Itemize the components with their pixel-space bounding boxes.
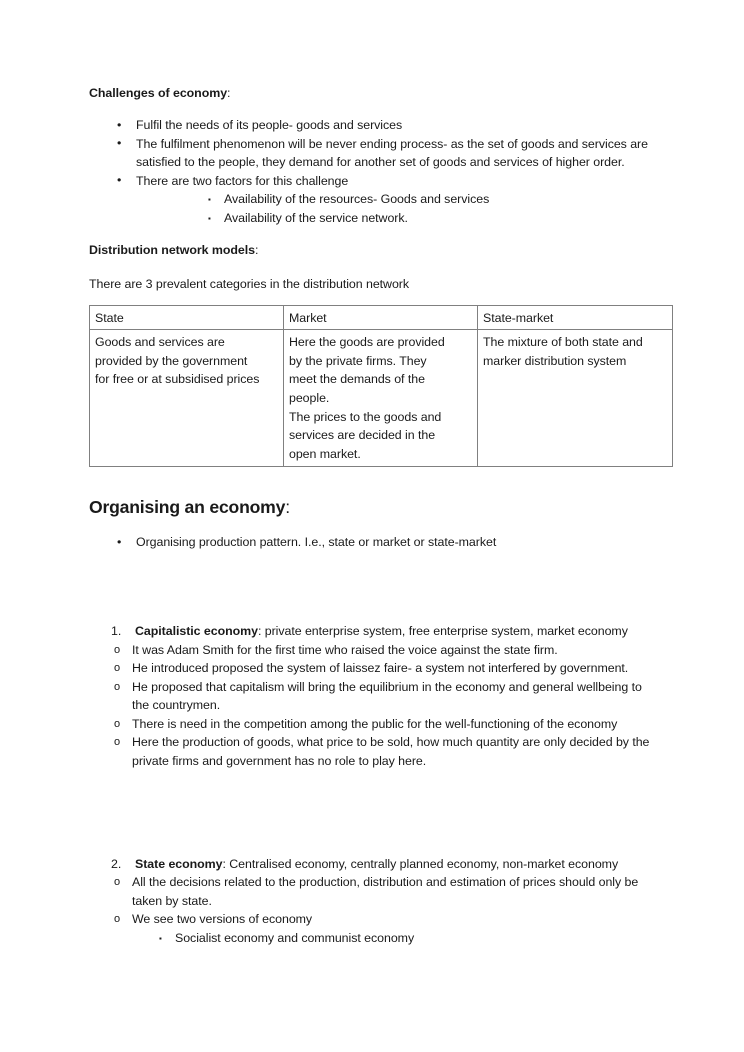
- state-economy-sub-points: [89, 929, 655, 948]
- cell-line: services are decided in the: [289, 428, 436, 443]
- bullet-circle-icon: o: [114, 717, 121, 730]
- list-item-text: There is need in the competition among the public for the well-functioning of the economy: [132, 716, 618, 731]
- cell-line: people.: [289, 390, 330, 405]
- list-item: [89, 659, 655, 678]
- bullet-disc-icon: •: [117, 534, 122, 549]
- bullet-square-icon: ▪: [208, 213, 211, 223]
- cell-line: Goods and services are: [95, 335, 225, 350]
- table-header-row: [90, 305, 673, 330]
- cell-line: provided by the government: [95, 353, 248, 368]
- bullet-disc-icon: •: [117, 117, 122, 132]
- capitalistic-economy-points: [89, 641, 655, 771]
- list-item: [89, 715, 655, 734]
- list-number: 2.: [111, 856, 122, 871]
- bullet-circle-icon: o: [114, 736, 121, 749]
- list-item: [89, 116, 655, 135]
- challenges-bullet-list: [89, 116, 655, 190]
- heading-distribution-network-models: [89, 242, 655, 259]
- cell-line: marker distribution system: [483, 353, 627, 368]
- list-item: [89, 873, 655, 910]
- list-item: [89, 641, 655, 660]
- list-item-text: It was Adam Smith for the first time who raised the voice against the state firm.: [132, 642, 558, 657]
- list-item: [89, 733, 655, 770]
- list-item-text: He proposed that capitalism will bring the equilibrium in the economy and general wellbeing to the countrymen.: [132, 679, 642, 713]
- list-item-text: Organising production pattern. I.e., state or market or state-market: [136, 535, 497, 550]
- heading-challenges-text: Challenges of economy: [89, 86, 228, 100]
- table-header-state-market: State-market: [478, 305, 673, 330]
- list-number: 1.: [111, 623, 122, 638]
- numbered-item-tail: : Centralised economy, centrally planned economy, non-market economy: [222, 856, 619, 871]
- heading-challenges-colon: :: [227, 86, 231, 100]
- list-item: [89, 190, 655, 209]
- bullet-circle-icon: o: [114, 913, 121, 926]
- distribution-intro-text: There are 3 prevalent categories in the distribution network: [89, 276, 410, 291]
- list-item-text: Here the production of goods, what price to be sold, how much quantity are only decided by the private firms and government has no role to play here.: [132, 735, 650, 769]
- list-item: [89, 929, 655, 948]
- list-item-text: Fulfil the needs of its people- goods and services: [136, 118, 403, 132]
- list-item-text: Socialist economy and communist economy: [175, 931, 415, 946]
- cell-line: meet the demands of the: [289, 372, 425, 387]
- challenges-sub-bullet-list: [89, 190, 655, 227]
- numbered-list-item: [89, 855, 655, 874]
- distribution-network-table: [89, 305, 673, 468]
- table-header-market: Market: [284, 305, 478, 330]
- cell-line: by the private firms. They: [289, 353, 427, 368]
- bullet-circle-icon: o: [114, 680, 121, 693]
- list-item-text: All the decisions related to the production, distribution and estimation of prices should only be taken by state.: [132, 875, 639, 908]
- bullet-circle-icon: o: [114, 643, 121, 656]
- bullet-circle-icon: o: [114, 662, 121, 675]
- list-item-text: The fulfilment phenomenon will be never ending process- as the set of goods and services are satisfied to the people, they demand for another set of goods and services of higher order.: [136, 136, 648, 170]
- list-item-text: Availability of the service network.: [224, 210, 408, 225]
- list-item: [89, 533, 655, 552]
- cell-line: Here the goods are provided: [289, 335, 445, 350]
- table-cell-state-market: [478, 330, 673, 467]
- heading-distribution-colon: :: [254, 242, 259, 257]
- numbered-list-item: [89, 622, 655, 641]
- table-header-state: State: [90, 305, 284, 330]
- cell-line: open market.: [289, 446, 361, 461]
- numbered-item-tail: : private enterprise system, free enterprise system, market economy: [257, 623, 628, 638]
- numbered-item-title: Capitalistic economy: [135, 623, 258, 638]
- heading-organising-an-economy: [89, 495, 655, 519]
- heading-challenges-of-economy: [89, 85, 655, 102]
- organising-bullet-list: [89, 533, 655, 552]
- cell-line: The mixture of both state and: [483, 335, 643, 350]
- heading-organising-text: Organising an economy: [89, 497, 286, 518]
- heading-distribution-text: Distribution network models: [89, 242, 255, 257]
- list-item-text: There are two factors for this challenge: [136, 173, 349, 188]
- heading-organising-colon: :: [285, 497, 290, 518]
- cell-line: for free or at subsidised prices: [95, 372, 260, 387]
- state-economy-item: [89, 855, 655, 874]
- state-economy-points: [89, 873, 655, 929]
- numbered-item-title: State economy: [135, 856, 223, 871]
- bullet-disc-icon: •: [117, 173, 122, 188]
- list-item: [89, 172, 655, 191]
- cell-line: The prices to the goods and: [289, 409, 442, 424]
- list-item: [89, 209, 655, 228]
- bullet-square-icon: ▪: [208, 195, 211, 205]
- table-cell-market: [284, 330, 478, 467]
- list-item-text: Availability of the resources- Goods and services: [224, 192, 490, 207]
- bullet-square-icon: ▪: [159, 934, 162, 944]
- bullet-circle-icon: o: [114, 876, 121, 889]
- list-item: [89, 678, 655, 715]
- list-item-text: We see two versions of economy: [132, 912, 313, 927]
- table-row: [90, 330, 673, 467]
- list-item: [89, 910, 655, 929]
- list-item: [89, 135, 655, 172]
- list-item-text: He introduced proposed the system of laissez faire- a system not interfered by government.: [132, 661, 629, 676]
- capitalistic-economy-item: [89, 622, 655, 641]
- table-cell-state: [90, 330, 284, 467]
- document-content: [89, 85, 655, 948]
- bullet-disc-icon: •: [117, 136, 122, 151]
